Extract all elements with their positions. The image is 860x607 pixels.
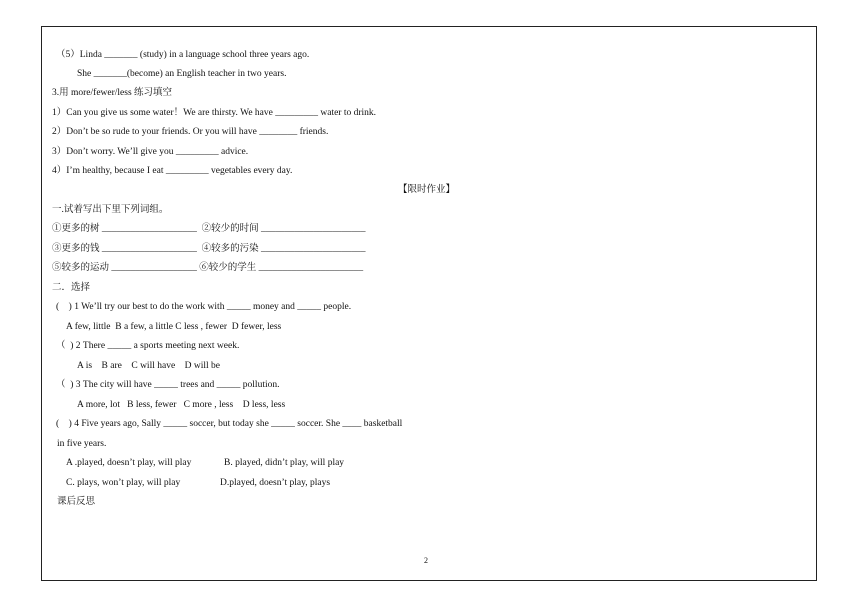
q4-option-d: D.played, doesn’t play, plays	[220, 478, 331, 488]
q4-option-c: C. plays, won’t play, will play	[66, 478, 181, 488]
homework-title: 【限时作业】	[398, 185, 456, 195]
reflection-label: 课后反思	[57, 497, 96, 507]
phrase-row-3: ⑤较多的运动 __________________ ⑥较少的学生 ______________________	[52, 263, 364, 273]
phrase-row-2: ③更多的钱 ____________________ ④较多的污染 ______________________	[52, 244, 366, 254]
section3-title: 3.用 more/fewer/less 练习填空	[52, 88, 173, 98]
q4-stem-continued: in five years.	[57, 439, 107, 449]
q5-line-2: She _______(become) an English teacher in two years.	[77, 69, 287, 79]
section3-item-1: 1）Can you give us some water！We are thirsty. We have _________ water to drink.	[52, 108, 377, 118]
phrase-row-1: ①更多的树 ____________________ ②较少的时间 ______________________	[52, 224, 366, 234]
q3-stem: （ ) 3 The city will have _____ trees and _____ pollution.	[56, 380, 280, 390]
page-number: 2	[424, 556, 428, 565]
section3-item-3: 3）Don’t worry. We’ll give you _________ advice.	[52, 147, 249, 157]
part1-title: 一.试着写出下里下列词组。	[52, 205, 169, 215]
q5-line-1: （5）Linda _______ (study) in a language school three years ago.	[56, 50, 310, 60]
q4-option-a: A .played, doesn’t play, will play	[66, 458, 192, 468]
q4-stem: ( ) 4 Five years ago, Sally _____ soccer, but today she _____ soccer. She ____ basketball	[56, 419, 403, 429]
section3-item-2: 2）Don’t be so rude to your friends. Or you will have ________ friends.	[52, 127, 329, 137]
part2-title: 二．选择	[52, 283, 91, 293]
q1-stem: ( ) 1 We’ll try our best to do the work with _____ money and _____ people.	[56, 302, 352, 312]
q4-option-b: B. played, didn’t play, will play	[224, 458, 345, 468]
section3-item-4: 4）I’m healthy, because I eat _________ vegetables every day.	[52, 166, 293, 176]
q1-options: A few, little B a few, a little C less , fewer D fewer, less	[66, 322, 282, 332]
q2-stem: （ ) 2 There _____ a sports meeting next week.	[56, 341, 240, 351]
q2-options: A is B are C will have D will be	[77, 361, 221, 371]
q3-options: A more, lot B less, fewer C more , less D less, less	[77, 400, 286, 410]
